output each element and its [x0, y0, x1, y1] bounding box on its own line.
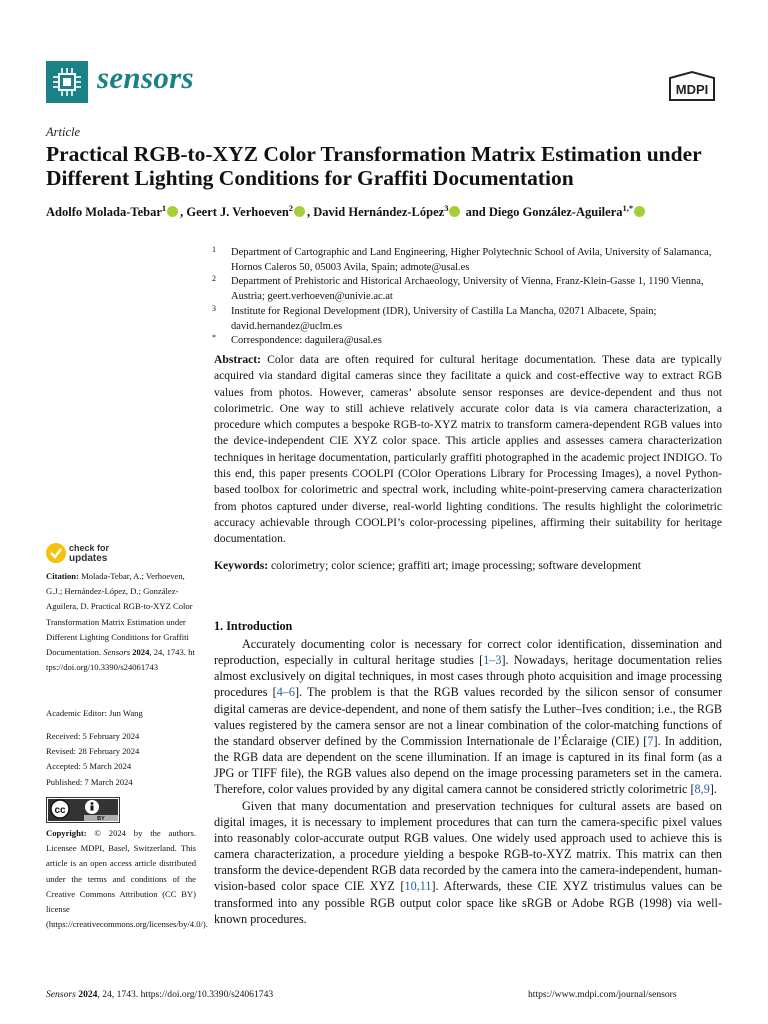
author-affil-mark: 3 [444, 203, 449, 213]
accepted-date: Accepted: 5 March 2024 [46, 761, 132, 772]
citation-block [46, 569, 196, 675]
affiliation-text: Institute for Regional Development (IDR), University of Castilla La Mancha, 02071 Albacete, Spain; david.hernandez@uclm.es [231, 305, 657, 332]
published-date: Published: 7 March 2024 [46, 776, 133, 787]
dates-block [46, 729, 196, 790]
author-affil-mark: 2 [288, 203, 294, 213]
author-list [46, 203, 746, 220]
mdpi-logo-text: MDPI [675, 82, 709, 97]
affiliation-text: Correspondence: daguilera@usal.es [231, 335, 382, 347]
affiliation-text: Department of Cartographic and Land Engineering, Higher Polytechnic School of Avila, University of Salamanca, Hornos Caleros 50, 05003 Avila, Spain; admote@usal.es [231, 247, 712, 273]
citation-label: Citation: [46, 571, 79, 581]
paragraph [214, 798, 722, 927]
affiliation-mark: 1 [212, 245, 216, 254]
section-body [214, 636, 722, 927]
orcid-icon[interactable] [634, 206, 645, 217]
by-text: BY [97, 816, 105, 822]
copyright-label: Copyright: [46, 828, 87, 838]
citation-text: Molada-Tebar, A.; Verhoeven, G.J.; Hernández-López, D.; González-Aguilera, D. Practical RGB-to-XYZ Color Transformation Matrix Estimation under Different Lighting Conditions for Graffiti Documentation. [46, 571, 193, 658]
orcid-icon[interactable] [167, 206, 178, 217]
affiliation-item [212, 246, 732, 275]
footer-citation [46, 989, 273, 1000]
citation-year: 2024 [132, 647, 150, 658]
page-title: Practical RGB-to-XYZ Color Transformation Matrix Estimation under Different Lighting Conditions for Graffiti Documentation [46, 142, 702, 190]
footer-year: 2024 [78, 989, 98, 1000]
author-name[interactable]: Geert J. Verhoeven [186, 205, 289, 220]
keywords [214, 558, 722, 574]
keywords-text: colorimetry; color science; graffiti art; image processing; software development [271, 559, 642, 572]
section-heading: 1. Introduction [214, 619, 293, 633]
academic-editor: Academic Editor: Jun Wang [46, 708, 143, 718]
citation-doi-link[interactable]: https://doi.org/10.3390/s24061743 [46, 647, 195, 673]
footer-doi[interactable]: , 24, 1743. https://doi.org/10.3390/s24061743 [97, 989, 274, 1000]
orcid-icon[interactable] [294, 206, 305, 217]
affiliation-item [212, 275, 732, 304]
affiliation-text: Department of Prehistoric and Historical Archaeology, University of Vienna, Franz-Klein-Gasse 1, 1190 Vienna, Austria; geert.verhoeven@univie.ac.at [231, 276, 704, 303]
cc-text: cc [54, 805, 66, 816]
citation-journal: Sensors [103, 647, 131, 658]
affiliations [212, 246, 732, 349]
author-affil-mark: 1,* [622, 203, 634, 213]
keywords-label: Keywords: [214, 559, 269, 572]
journal-logo-icon [46, 61, 88, 103]
affiliation-mark: 3 [212, 303, 216, 313]
footer-journal: Sensors [46, 989, 76, 1000]
author-name[interactable]: Adolfo Molada-Tebar [46, 205, 162, 220]
author-separator: , [307, 205, 314, 220]
author-affil-mark: 1 [161, 203, 167, 213]
text-run: ]. In addition, the RGB data are dependent on the scene illumination. If an image is captured in its final form (as a JPG or TIFF file), the RGB values also depend on the image processing parameters set in the camera. Therefore, color values provided by any digital camera cannot be considered strictly colorimetric [ [214, 733, 722, 797]
citation-link[interactable]: 1–3 [483, 653, 502, 668]
text-run: ]. Afterwards, these CIE XYZ tristimulus values can be transformed into any possible RGB output color space like sRGB or Adobe RGB (1998) via well-known procedures. [214, 879, 722, 926]
revised-date: Revised: 28 February 2024 [46, 746, 140, 757]
affiliation-mark: * [212, 333, 216, 343]
text-run: Accurately documenting color is necessary for correct color identification, dissemination and reproduction, especially in cultural heritage studies [ [214, 637, 722, 668]
text-run: Given that many documentation and preservation techniques for cultural assets are based on digital images, it is necessary to implement procedures that can turn the camera-specific pixel values into reasonably color-accurate output RGB values. One widely used approach used to achieve this is camera characterization, a procedure yielding a bespoke RGB-to-XYZ matrix. This matrix can then transform the device-dependent RGB data recorded by the camera into the camera-independent, human-vision-based color space CIE XYZ [ [214, 798, 722, 894]
abstract-label: Abstract: [214, 353, 262, 366]
citation-link[interactable]: 8,9 [694, 782, 710, 797]
author-name[interactable]: Diego González-Aguilera [488, 205, 623, 220]
footer-journal-url[interactable]: https://www.mdpi.com/journal/sensors [528, 989, 677, 1000]
author-name[interactable]: David Hernández-López [313, 205, 445, 220]
check-for-updates-icon[interactable] [46, 543, 66, 563]
copyright-block [46, 826, 208, 932]
text-run: ]. [709, 782, 717, 797]
journal-name: sensors [97, 60, 194, 95]
orcid-icon[interactable] [449, 206, 460, 217]
affiliation-item [212, 334, 732, 349]
check-for-updates-label[interactable]: updates [69, 553, 108, 564]
cc-by-license-icon[interactable] [46, 797, 120, 823]
citation-link[interactable]: 4–6 [276, 685, 295, 700]
author-separator: , [180, 205, 187, 220]
affiliation-mark: 2 [212, 274, 216, 284]
author-separator: and [462, 205, 489, 220]
citation-link[interactable]: 10,11 [404, 879, 432, 894]
paragraph [214, 636, 722, 798]
abstract [214, 352, 722, 548]
citation-volume: , 24, 1743. [149, 647, 186, 658]
citation-link[interactable]: 7 [647, 733, 654, 748]
check-for-updates-label[interactable]: check for [69, 543, 110, 553]
copyright-text: © 2024 by the authors. Licensee MDPI, Basel, Switzerland. This article is an open access article distributed under the terms and conditions of the Creative Commons Attribution (CC BY) license (https://creativecommons.org/licenses/by/4.0/). [46, 828, 208, 930]
affiliation-item [212, 305, 732, 334]
received-date: Received: 5 February 2024 [46, 731, 140, 741]
article-type: Article [46, 125, 81, 139]
abstract-text: Color data are often required for cultural heritage documentation. These data are typically acquired via standard digital cameras since they facilitate a quick and cost-effective way to extract RGB values from photos. However, cameras’ absolute sensor responses are device-dependent and thus not colorimetric. One way to still achieve relatively accurate color data is via camera characterization, a procedure which computes a bespoke RGB-to-XYZ matrix to transform camera-dependent RGB values into the device-independent CIE XYZ color space. This article applies and assesses camera characterization techniques in heritage documentation, particularly graffiti photographed in the academic project INDIGO. To this end, this paper presents COOLPI (COlor Operations Library for Processing Images), a novel Python-based toolbox for colorimetric and spectral work, including white-point-preserving camera characterization from photos captured under diverse, real-world lighting conditions. The results highlight the colorimetric accuracy achievable through COOLPI’s color-processing pipelines, affirming their suitability for heritage documentation. [214, 353, 722, 546]
text-run: ]. Nowadays, heritage documentation relies almost exclusively on digital techniques, in most cases through photo acquisition and image processing procedures [ [214, 653, 723, 700]
mdpi-logo-icon [666, 70, 718, 104]
text-run: ]. The problem is that the RGB values recorded by the silicon sensor of consumer digital cameras are device-dependent, and none of them satisfy the Luther–Ives condition; i.e., the RGB values registered by the camera sensor are not a linear combination of the color-matching functions of the standard observer defined by the Commission Internationale de l’Éclaraige (CIE) [ [214, 685, 722, 748]
